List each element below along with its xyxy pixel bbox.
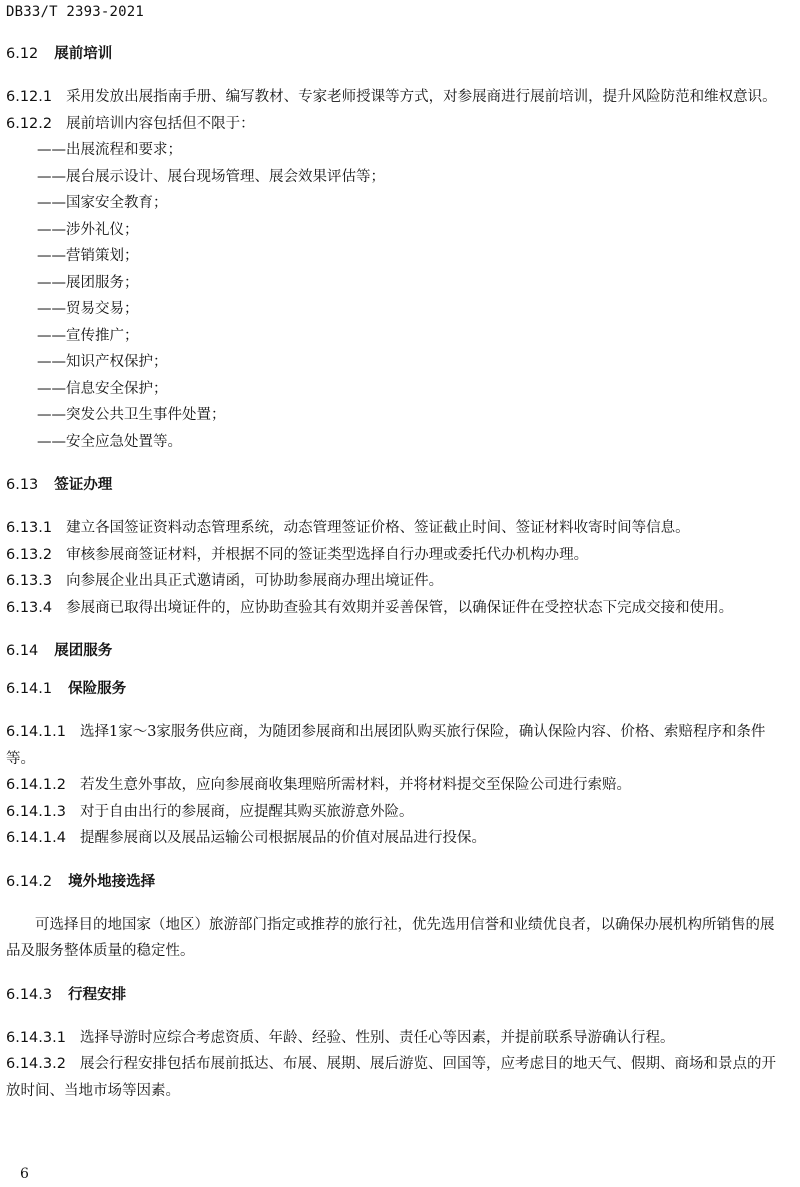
- heading-number: 6.14: [6, 643, 39, 659]
- standard-code: DB33/T 2393-2021: [6, 4, 145, 20]
- clause-6-14-1-1: [6, 719, 786, 772]
- list-item: ——知识产权保护；: [37, 354, 168, 370]
- clause-6-13-1: [6, 515, 786, 542]
- list-item: ——国家安全教育；: [37, 195, 168, 211]
- heading-title: 签证办理: [54, 477, 113, 493]
- list-item: ——出展流程和要求；: [37, 142, 182, 158]
- clause-text: 向参展企业出具正式邀请函，可协助参展商办理出境证件。: [66, 573, 444, 589]
- list-item: ——突发公共卫生事件处置；: [37, 407, 226, 423]
- list-item: ——展团服务；: [37, 274, 139, 291]
- heading-6-14: [6, 641, 786, 661]
- clause-6-14-1-3: [6, 799, 786, 826]
- clause-text: 展前培训内容包括但不限于：: [66, 115, 255, 132]
- heading-number: 6.14.1: [6, 681, 53, 697]
- heading-title: 展团服务: [54, 643, 113, 659]
- clause-6-13-3: [6, 568, 786, 595]
- clause-text: 参展商已取得出境证件的，应协助查验其有效期并妥善保管，以确保证件在受控状态下完成交接和使用。: [66, 599, 734, 616]
- heading-6-14-2: [6, 872, 786, 892]
- clause-number: 6.12.2: [6, 115, 53, 132]
- heading-6-12: [6, 44, 786, 64]
- heading-title: 展前培训: [54, 46, 113, 62]
- heading-6-14-1: [6, 679, 786, 699]
- clause-number: 6.14.1.4: [6, 830, 66, 846]
- heading-6-13: [6, 475, 786, 495]
- clause-6-13-2: [6, 542, 786, 569]
- clause-6-12-1: [6, 84, 786, 111]
- clause-text: 采用发放出展指南手册、编写教材、专家老师授课等方式，对参展商进行展前培训，提升风险防范和维权意识。: [66, 89, 777, 105]
- clause-text: 提醒参展商以及展品运输公司根据展品的价值对展品进行投保。: [79, 830, 486, 846]
- clause-6-14-1-4: [6, 825, 786, 852]
- clause-text: 展会行程安排包括布展前抵达、布展、展期、展后游览、回国等，应考虑目的地天气、假期、商场和景点的开放时间、当地市场等因素。: [6, 1056, 776, 1099]
- document-body: [6, 44, 786, 1104]
- clause-number: 6.13.1: [6, 520, 53, 536]
- paragraph-6-14-2: 可选择目的地国家（地区）旅游部门指定或推荐的旅行社，优先选用信誉和业绩优良者，以确保办展机构所销售的展品及服务整体质量的稳定性。: [6, 916, 775, 959]
- clause-6-12-2: [6, 111, 786, 138]
- clause-6-13-4: [6, 595, 786, 622]
- clause-6-14-1-2: [6, 772, 786, 799]
- clause-6-14-3-1: [6, 1025, 786, 1052]
- list-item: ——贸易交易；: [37, 301, 139, 317]
- clause-number: 6.13.4: [6, 599, 53, 616]
- clause-number: 6.14.1.2: [6, 777, 66, 793]
- clause-text: 审核参展商签证材料，并根据不同的签证类型选择自行办理或委托代办机构办理。: [66, 546, 589, 563]
- list-item: ——宣传推广；: [37, 327, 139, 344]
- heading-6-14-3: [6, 985, 786, 1005]
- clause-text: 建立各国签证资料动态管理系统，动态管理签证价格、签证截止时间、签证材料收寄时间等信息。: [66, 520, 690, 536]
- clause-text: 选择1家～3家服务供应商，为随团参展商和出展团队购买旅行保险，确认保险内容、价格、索赔程序和条件等。: [6, 724, 766, 767]
- clause-text: 选择导游时应综合考虑资质、年龄、经验、性别、责任心等因素，并提前联系导游确认行程。: [79, 1029, 675, 1046]
- page-number: 6: [20, 1166, 29, 1182]
- list-item: ——涉外礼仪；: [37, 221, 139, 238]
- heading-title: 行程安排: [68, 986, 127, 1003]
- list-item: ——展台展示设计、展台现场管理、展会效果评估等；: [37, 168, 385, 185]
- clause-text: 若发生意外事故，应向参展商收集理赔所需材料，并将材料提交至保险公司进行索赔。: [79, 777, 631, 793]
- heading-title: 保险服务: [68, 681, 127, 697]
- clause-number: 6.12.1: [6, 89, 53, 105]
- heading-title: 境外地接选择: [68, 873, 156, 890]
- list-item: ——安全应急处置等。: [37, 433, 182, 450]
- clause-number: 6.14.1.3: [6, 803, 66, 820]
- training-content-list: [6, 137, 786, 455]
- heading-number: 6.13: [6, 477, 39, 493]
- heading-number: 6.14.3: [6, 986, 53, 1003]
- clause-number: 6.14.3.1: [6, 1029, 66, 1046]
- list-item: ——信息安全保护；: [37, 380, 168, 397]
- list-item: ——营销策划；: [37, 248, 139, 264]
- clause-6-14-3-2: [6, 1051, 786, 1104]
- clause-number: 6.13.2: [6, 546, 53, 563]
- clause-text: 对于自由出行的参展商，应提醒其购买旅游意外险。: [79, 803, 414, 820]
- clause-number: 6.13.3: [6, 573, 53, 589]
- heading-number: 6.14.2: [6, 873, 53, 890]
- heading-number: 6.12: [6, 46, 39, 62]
- clause-number: 6.14.1.1: [6, 724, 66, 740]
- clause-number: 6.14.3.2: [6, 1056, 66, 1072]
